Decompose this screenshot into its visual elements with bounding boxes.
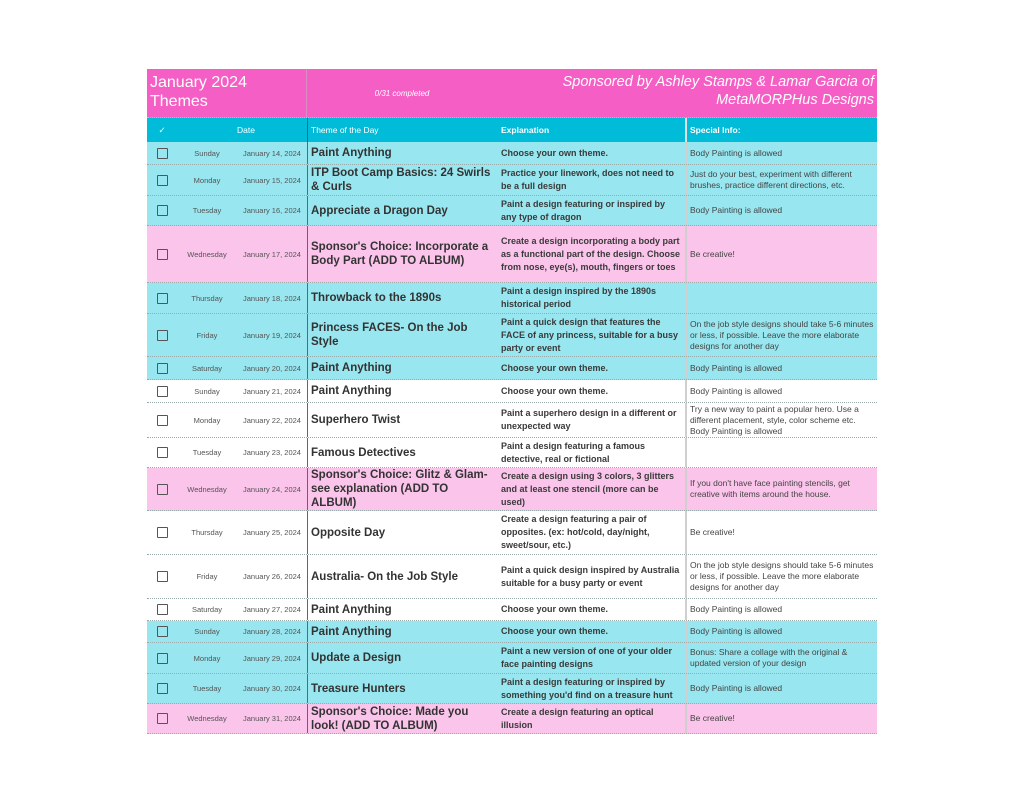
special-info: Be creative! — [690, 713, 735, 723]
checkbox[interactable] — [157, 447, 168, 458]
theme-of-the-day: Treasure Hunters — [311, 682, 406, 695]
date: January 20, 2024 — [237, 357, 308, 379]
table-row — [147, 468, 877, 511]
date: January 19, 2024 — [237, 314, 308, 356]
completion-checkbox-cell[interactable] — [147, 599, 177, 620]
theme-column-header: Theme of the Day — [311, 125, 379, 135]
table-row — [147, 196, 877, 226]
themes-sheet — [147, 69, 877, 734]
weekday: Monday — [193, 175, 221, 185]
theme-of-the-day: Sponsor's Choice: Incorporate a Body Part (ADD TO ALBUM) — [311, 241, 489, 267]
date: January 14, 2024 — [237, 142, 308, 164]
day-column-header — [177, 118, 237, 142]
theme-of-the-day: Paint Anything — [311, 385, 392, 397]
explanation-column-header: Explanation — [498, 118, 687, 142]
table-row — [147, 403, 877, 438]
theme-of-the-day: Sponsor's Choice: Glitz & Glam- see explanation (ADD TO ALBUM) — [311, 469, 488, 509]
explanation: Choose your own theme. — [498, 380, 687, 402]
checkbox[interactable] — [157, 205, 168, 216]
special-info: On the job style designs should take 5-6 minutes or less, if possible. Leave the more elaborate designs for another day — [690, 318, 874, 351]
special-info: If you don't have face painting stencils, get creative with items around the house. — [690, 478, 850, 499]
explanation: Create a design using 3 colors, 3 glitters and at least one stencil (more can be used) — [498, 468, 687, 510]
date-column-header: Date — [237, 118, 308, 142]
checkbox[interactable] — [157, 653, 168, 664]
checkbox[interactable] — [157, 527, 168, 538]
weekday: Saturday — [191, 363, 223, 373]
checkbox[interactable] — [157, 293, 168, 304]
explanation: Paint a quick design inspired by Australia suitable for a busy party or event — [498, 555, 687, 598]
special-info — [687, 283, 877, 313]
date: January 31, 2024 — [237, 704, 308, 733]
completion-checkbox-cell[interactable] — [147, 380, 177, 402]
theme-of-the-day: Paint Anything — [311, 147, 392, 159]
explanation: Paint a superhero design in a different or unexpected way — [498, 403, 687, 437]
explanation: Practice your linework, does not need to be a full design — [498, 165, 687, 195]
theme-of-the-day: Superhero Twist — [311, 414, 401, 426]
theme-rows — [147, 142, 877, 734]
special-info: Be creative! — [690, 248, 735, 259]
explanation: Paint a design featuring a famous detective, real or fictional — [498, 438, 687, 467]
weekday: Tuesday — [192, 684, 222, 693]
table-row — [147, 643, 877, 674]
weekday: Saturday — [191, 605, 223, 614]
explanation: Paint a design featuring or inspired by any type of dragon — [498, 196, 687, 225]
checkbox[interactable] — [157, 571, 168, 582]
special-info: Body Painting is allowed — [690, 683, 783, 693]
theme-of-the-day: Appreciate a Dragon Day — [311, 204, 448, 217]
checkbox[interactable] — [157, 175, 168, 186]
sheet-title: January 2024 Themes — [147, 69, 307, 117]
completion-checkbox-cell[interactable] — [147, 643, 177, 673]
theme-of-the-day: Famous Detectives — [311, 446, 416, 459]
weekday: Thursday — [191, 528, 223, 537]
explanation: Paint a design featuring or inspired by something you'd find on a treasure hunt — [498, 674, 687, 703]
theme-of-the-day: Australia- On the Job Style — [311, 570, 458, 583]
checkbox[interactable] — [157, 386, 168, 397]
special-info: On the job style designs should take 5-6 minutes or less, if possible. Leave the more elaborate designs for another day — [690, 560, 874, 592]
completion-checkbox-cell[interactable] — [147, 438, 177, 467]
date: January 23, 2024 — [237, 438, 308, 467]
completion-checkbox-cell[interactable] — [147, 403, 177, 437]
date: January 15, 2024 — [237, 165, 308, 195]
checkbox[interactable] — [157, 626, 168, 637]
weekday: Sunday — [194, 148, 220, 158]
checkbox[interactable] — [157, 683, 168, 694]
special-info: Body Painting is allowed — [690, 385, 783, 396]
checkbox[interactable] — [157, 484, 168, 495]
weekday: Friday — [196, 330, 218, 340]
weekday: Sunday — [194, 627, 220, 636]
theme-of-the-day: Paint Anything — [311, 603, 392, 616]
completion-checkbox-cell[interactable] — [147, 357, 177, 379]
table-row — [147, 438, 877, 468]
checkbox[interactable] — [157, 148, 168, 159]
weekday: Monday — [193, 653, 221, 663]
completion-checkbox-cell[interactable] — [147, 704, 177, 733]
explanation: Create a design incorporating a body part as a functional part of the design. Choose from nose, eye(s), mouth, fingers or toes — [498, 226, 687, 282]
explanation: Choose your own theme. — [498, 599, 687, 620]
table-row — [147, 511, 877, 555]
table-row — [147, 380, 877, 403]
table-row — [147, 674, 877, 704]
completion-checkbox-cell[interactable] — [147, 142, 177, 164]
checkbox[interactable] — [157, 249, 168, 260]
weekday: Sunday — [194, 386, 220, 396]
date: January 29, 2024 — [237, 643, 308, 673]
checkbox[interactable] — [157, 363, 168, 374]
special-info: Body Painting is allowed — [690, 362, 783, 373]
weekday: Friday — [196, 572, 218, 581]
completion-checkbox-cell[interactable] — [147, 226, 177, 282]
special-info: Body Painting is allowed — [690, 147, 783, 158]
theme-of-the-day: Paint Anything — [311, 362, 392, 374]
table-row — [147, 165, 877, 196]
sponsor-text: Sponsored by Ashley Stamps & Lamar Garcia of MetaMORPHus Designs — [562, 74, 874, 108]
special-info — [687, 438, 877, 467]
explanation: Create a design featuring a pair of opposites. (ex: hot/cold, day/night, sweet/sour, etc.) — [498, 511, 687, 554]
date: January 28, 2024 — [237, 621, 308, 642]
explanation: Paint a quick design that features the FACE of any princess, suitable for a busy party or event — [498, 314, 687, 356]
weekday: Thursday — [191, 293, 223, 303]
weekday: Tuesday — [192, 206, 222, 215]
date: January 18, 2024 — [237, 283, 308, 313]
table-row — [147, 704, 877, 734]
completion-checkbox-cell[interactable] — [147, 511, 177, 554]
table-row — [147, 283, 877, 314]
special-info: Body Painting is allowed — [690, 626, 783, 636]
special-info: Body Painting is allowed — [690, 205, 783, 215]
theme-of-the-day: Sponsor's Choice: Made you look! (ADD TO ALBUM) — [311, 705, 469, 732]
date: January 24, 2024 — [237, 468, 308, 510]
date: January 22, 2024 — [237, 403, 308, 437]
completion-checkbox-cell[interactable] — [147, 314, 177, 356]
theme-of-the-day: Princess FACES- On the Job Style — [311, 322, 468, 348]
completion-checkbox-cell[interactable] — [147, 283, 177, 313]
weekday: Wednesday — [187, 714, 227, 723]
special-info-column-header: Special Info: — [690, 124, 741, 135]
explanation: Paint a new version of one of your older face painting designs — [498, 643, 687, 673]
explanation: Choose your own theme. — [498, 621, 687, 642]
completion-checkbox-cell[interactable] — [147, 196, 177, 225]
weekday: Wednesday — [187, 249, 227, 259]
theme-of-the-day: Update a Design — [311, 652, 402, 664]
table-row — [147, 555, 877, 599]
date: January 25, 2024 — [237, 511, 308, 554]
special-info: Be creative! — [690, 527, 735, 537]
explanation: Paint a design inspired by the 1890s historical period — [498, 283, 687, 313]
completion-checkbox-cell[interactable] — [147, 468, 177, 510]
title-row — [147, 69, 877, 118]
theme-of-the-day: Paint Anything — [311, 625, 392, 638]
completion-checkbox-cell[interactable] — [147, 621, 177, 642]
weekday: Monday — [193, 415, 221, 425]
checkbox[interactable] — [157, 415, 168, 426]
weekday: Tuesday — [192, 448, 222, 457]
checkbox[interactable] — [157, 713, 168, 724]
date: January 26, 2024 — [237, 555, 308, 598]
explanation: Choose your own theme. — [498, 142, 687, 164]
progress-text: 0/31 completed — [374, 88, 430, 98]
date: January 27, 2024 — [237, 599, 308, 620]
table-row — [147, 357, 877, 380]
theme-of-the-day: ITP Boot Camp Basics: 24 Swirls & Curls — [311, 167, 491, 193]
table-row — [147, 226, 877, 283]
table-row — [147, 314, 877, 357]
completion-checkbox-cell[interactable] — [147, 674, 177, 703]
date: January 16, 2024 — [237, 196, 308, 225]
date: January 17, 2024 — [237, 226, 308, 282]
completion-checkbox-cell[interactable] — [147, 555, 177, 598]
special-info: Bonus: Share a collage with the original & updated version of your design — [690, 647, 848, 668]
checkbox[interactable] — [157, 330, 168, 341]
explanation: Choose your own theme. — [498, 357, 687, 379]
table-row — [147, 599, 877, 621]
checkbox[interactable] — [157, 604, 168, 615]
special-info: Try a new way to paint a popular hero. Use a different placement, style, color scheme etc. Body Painting is allowed — [690, 403, 859, 436]
explanation: Create a design featuring an optical illusion — [498, 704, 687, 733]
theme-of-the-day: Throwback to the 1890s — [311, 292, 442, 304]
table-row — [147, 142, 877, 165]
completion-checkbox-cell[interactable] — [147, 165, 177, 195]
table-row — [147, 621, 877, 643]
theme-of-the-day: Opposite Day — [311, 526, 386, 539]
column-header-row — [147, 118, 877, 142]
special-info: Just do your best, experiment with different brushes, practice different directions, etc. — [690, 169, 852, 190]
check-column-header: ✓ — [158, 124, 166, 135]
special-info: Body Painting is allowed — [690, 604, 783, 614]
weekday: Wednesday — [187, 484, 227, 494]
date: January 30, 2024 — [237, 674, 308, 703]
date: January 21, 2024 — [237, 380, 308, 402]
